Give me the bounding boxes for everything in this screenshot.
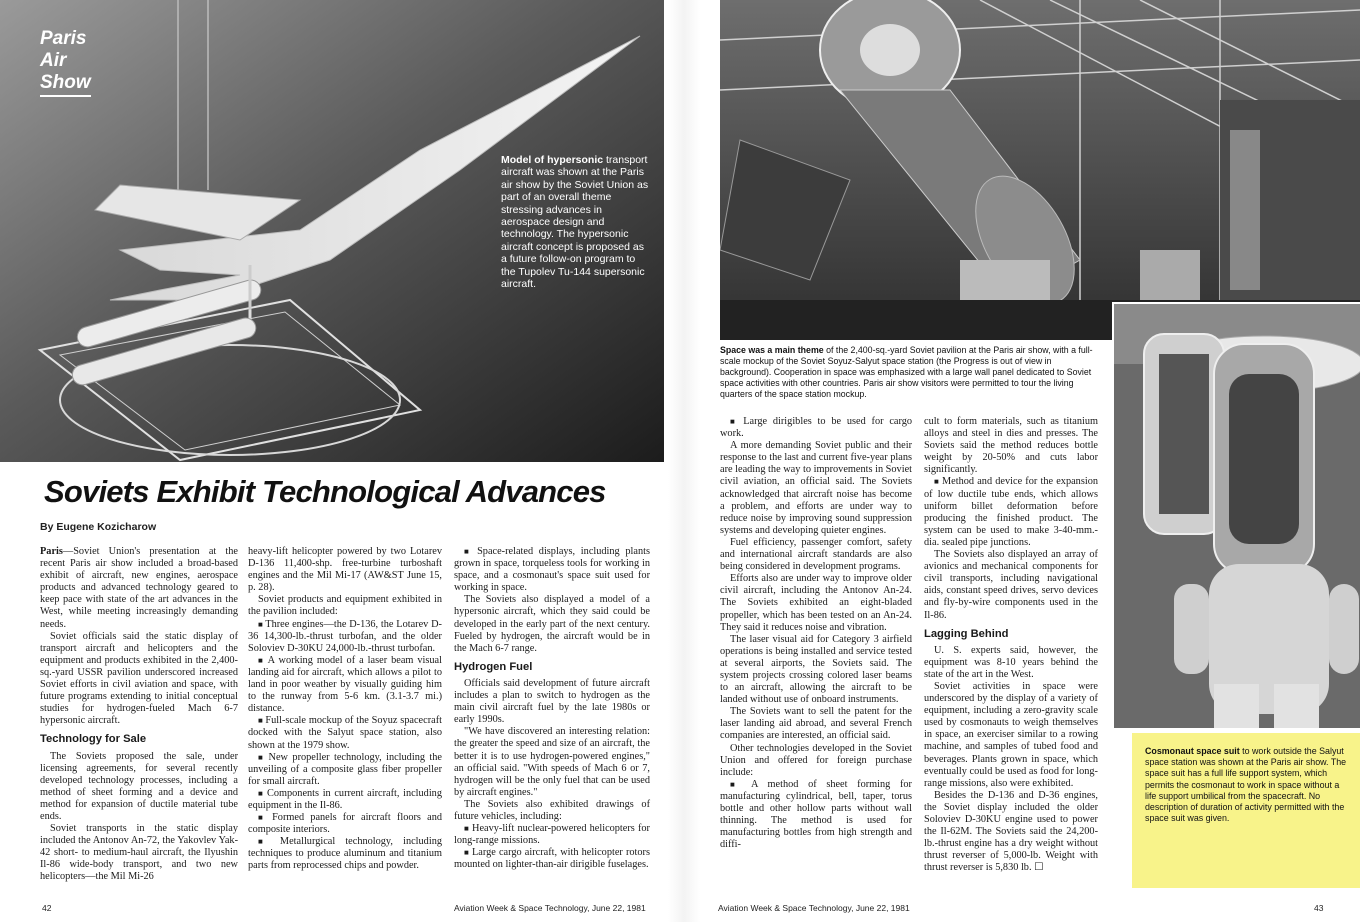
bullet-item: ■ Formed panels for aircraft floors and composite interiors.: [248, 812, 442, 836]
paragraph: The Soviets also exhibited drawings of future vehicles, including:: [454, 798, 650, 822]
paragraph: Soviet officials said the static display of transport aircraft and helicopters and the equipment and products exhibited in the 2,400-sq.-yard USSR pavilion underscored increased Soviet efforts in civil aviation and space, with future programs extending to initial conceptual studies for hydrogen-fueled Mach 6-7 hypersonic aircraft.: [40, 630, 238, 727]
bullet-item: ■ Components in current aircraft, including equipment in the Il-86.: [248, 788, 442, 812]
page-gutter: [668, 0, 700, 922]
bullet-item: ■ Full-scale mockup of the Soyuz spacecraft docked with the Salyut space station, also shown at the 1979 show.: [248, 715, 442, 751]
caption-text: of the 2,400-sq.-yard Soviet pavilion at the Paris air show, with a full-scale mockup of the Soviet Soyuz-Salyut space station (the Progress is out of view in background). Cooperation in space was emphasized with a large wall panel dedicated to Soviet space activities with other countries. Paris air show visitors were permitted to tour the living quarters of the space station mockup.: [720, 345, 1093, 399]
bullet-item: ■ Heavy-lift nuclear-powered helicopters for long-range missions.: [454, 823, 650, 847]
caption-lead: Model of hypersonic: [501, 154, 604, 166]
space-suit-photo: [1112, 302, 1360, 728]
bullet-item: ■ Large cargo aircraft, with helicopter rotors mounted on lighter-than-air dirigible fuselages.: [454, 847, 650, 871]
paragraph: "We have discovered an interesting relation: the greater the speed and size of an aircraft, the better it is to use hydrogen-powered engines," an official said. "With speeds of Mach 6 or 7, hydrogen will be the only fuel that can be used by aircraft engines.": [454, 726, 650, 798]
paragraph: Other technologies developed in the Soviet Union and offered for foreign purchase include:: [720, 742, 912, 778]
bullet-item: ■ Method and device for the expansion of low ductile tube ends, which allows uniform billet deformation before producing the finished product. The system can be used to make 3-40-mm.-dia. sealed pipe junctions.: [924, 476, 1098, 549]
subhead-hydrogen-fuel: Hydrogen Fuel: [454, 660, 533, 673]
paragraph: Soviet products and equipment exhibited in the pavilion included:: [248, 594, 442, 618]
section-tag-word: Show: [40, 72, 91, 97]
paragraph: A more demanding Soviet public and their response to the last and current five-year plans are leading the way to improvements in Soviet civil aviation, an official said. The Soviets acknowledged that aircraft noise has become a problem, and efforts are under way to reduce noise by improving sound suppression systems and developing quieter engines.: [720, 440, 912, 536]
text-column-4: [720, 416, 912, 851]
subhead-technology-for-sale: Technology for Sale: [40, 733, 147, 746]
paragraph: The Soviets also displayed an array of avionics and mechanical components for civil transports, including navigational aids, constant speed drives, servo devices and fly-by-wire components used in the Il-86.: [924, 549, 1098, 621]
bullet-item: ■ A method of sheet forming for manufacturing cylindrical, bell, taper, torus bottle and other hollow parts without wall thinning. The method is used for manufacturing bottles from high strength and diffi-: [720, 779, 912, 852]
text-column-1: [40, 546, 238, 884]
caption-lead: Cosmonaut space suit: [1145, 746, 1240, 756]
paragraph: Paris—Soviet Union's presentation at the recent Paris air show included a broad-based exhibit of aircraft, new engines, aerospace products and advanced technology geared to keep pace with state of the art advances in the West, while meeting increasingly demanding needs.: [40, 546, 238, 630]
space-station-caption: [720, 345, 1104, 400]
paragraph: Besides the D-136 and D-36 engines, the Soviet display included the older Soloviev D-30KU engine used to power the Il-62M. The Soviets said the 24,200-lb.-thrust engine has a dry weight without thrust reverser of 5,000-lb. Weight with thrust reverser is 5,830 lb. ☐: [924, 789, 1098, 874]
paragraph: Efforts also are under way to improve older civil aircraft, including the Antonov An-24. The Soviets exhibited an eight-bladed propeller, which has been tested on an An-24. They said it reduces noise and vibration.: [720, 573, 912, 633]
paragraph: The Soviets also displayed a model of a hypersonic aircraft, which they said could be developed in the early part of the next century. Fueled by hydrogen, the aircraft would be in the Mach 6-7 range.: [454, 594, 650, 654]
page-number-right: 43: [1314, 903, 1324, 913]
bullet-item: ■ A working model of a laser beam visual landing aid for aircraft, which allows a pilot to land in poor weather by visually guiding him to the runway from 5-6 km. (3.1-3.7 mi.) distance.: [248, 655, 442, 715]
bullet-item: ■ Metallurgical technology, including techniques to produce aluminum and titanium parts from reprocessed chips and powder.: [248, 836, 442, 872]
right-page: [700, 0, 1360, 922]
subhead-lagging-behind: Lagging Behind: [924, 627, 1009, 640]
paragraph: The Soviets want to sell the patent for the laser landing aid abroad, and several French companies are interested, an official said.: [720, 706, 912, 742]
section-tag-word: Air: [40, 50, 67, 71]
space-station-photo: [720, 0, 1360, 340]
paragraph: Fuel efficiency, passenger comfort, safety and international aircraft standards are also being considered in development programs.: [720, 536, 912, 573]
bullet-item: ■ Three engines—the D-136, the Lotarev D-36 14,300-lb.-thrust turbofan, and the older Soloviev D-30KU 24,000-lb.-thrust turbofan.: [248, 619, 442, 655]
byline: By Eugene Kozicharow: [40, 521, 157, 533]
paragraph: The Soviets proposed the sale, under licensing agreements, for several recently developed technology processes, including a method of sheet forming and a device and method for expansion of ductile material tube ends.: [40, 750, 238, 822]
text-column-5: [924, 416, 1098, 874]
article-headline: Soviets Exhibit Technological Advances: [44, 474, 606, 509]
left-page: [0, 0, 668, 922]
page-number-left: 42: [42, 903, 52, 913]
bullet-item: ■ Large dirigibles to be used for cargo work.: [720, 416, 912, 440]
paragraph: Soviet transports in the static display included the Antonov An-72, the Yakovlev Yak-42 short- to medium-haul aircraft, the Ilyushin Il-86 wide-body transport, and two new helicopters—the Mil Mi-26: [40, 823, 238, 883]
space-suit-caption: [1132, 733, 1360, 888]
caption-lead: Space was a main theme: [720, 345, 824, 355]
cosmonaut-space-suit-illustration: [1114, 304, 1360, 728]
publication-footer-left: Aviation Week & Space Technology, June 22, 1981: [454, 903, 646, 913]
paragraph: cult to form materials, such as titanium alloys and steel in dies and presses. The Soviets said the method reduces bottle weight by 20-50% and cuts labor significantly.: [924, 416, 1098, 476]
bullet-item: ■ New propeller technology, including the unveiling of a composite glass fiber propeller for small aircraft.: [248, 752, 442, 788]
paragraph: heavy-lift helicopter powered by two Lotarev D-136 11,400-shp. free-turbine turboshaft engines and the Mil Mi-17 (AW&ST June 15, p. 28).: [248, 546, 442, 594]
caption-text: to work outside the Salyut space station was shown at the Paris air show. The space suit has a full life support system, which permits the cosmonaut to work in space without a life support umbilical from the spacecraft. No description of duration of activity permitted with the space suit was given.: [1145, 746, 1347, 824]
space-station-mockup-illustration: [720, 0, 1360, 340]
paragraph: The laser visual aid for Category 3 airfield operations is being installed and service tested at several airports, the Soviets said. The system projects crossing colored laser beams to an aircraft, allowing the aircraft to be landed without use of onboard instruments.: [720, 633, 912, 706]
text-column-3: [454, 546, 650, 871]
caption-text: transport aircraft was shown at the Paris air show by the Soviet Union as part of an overall theme stressing advances in aerospace design and technology. The hypersonic aircraft concept is proposed as a future follow-on program to the Tupolev Tu-144 supersonic aircraft.: [501, 154, 649, 291]
paragraph: Soviet activities in space were underscored by the display of a variety of equipment, including a zero-gravity scale used by cosmonauts to weigh themselves in space, an exerciser similar to a rowing machine, and samples of tubed food and beverages. Plants grown in space, which eventually could be used as food for long-range missions, also were exhibited.: [924, 680, 1098, 789]
hypersonic-photo-caption: [501, 154, 651, 290]
publication-footer-right: Aviation Week & Space Technology, June 22, 1981: [718, 903, 910, 913]
section-tag-word: Paris: [40, 28, 87, 49]
text-column-2: [248, 546, 442, 873]
section-tag: [40, 28, 91, 97]
bullet-item: ■ Space-related displays, including plants grown in space, torqueless tools for working in space, and a cosmonaut's space suit used for working in space.: [454, 546, 650, 594]
paragraph: Officials said development of future aircraft includes a plan to switch to hydrogen as the main civil aircraft fuel by the late 1980s or early 1990s.: [454, 677, 650, 726]
paragraph: U. S. experts said, however, the equipment was 8-10 years behind the state of the art in the West.: [924, 644, 1098, 680]
dateline: Paris: [40, 546, 63, 557]
